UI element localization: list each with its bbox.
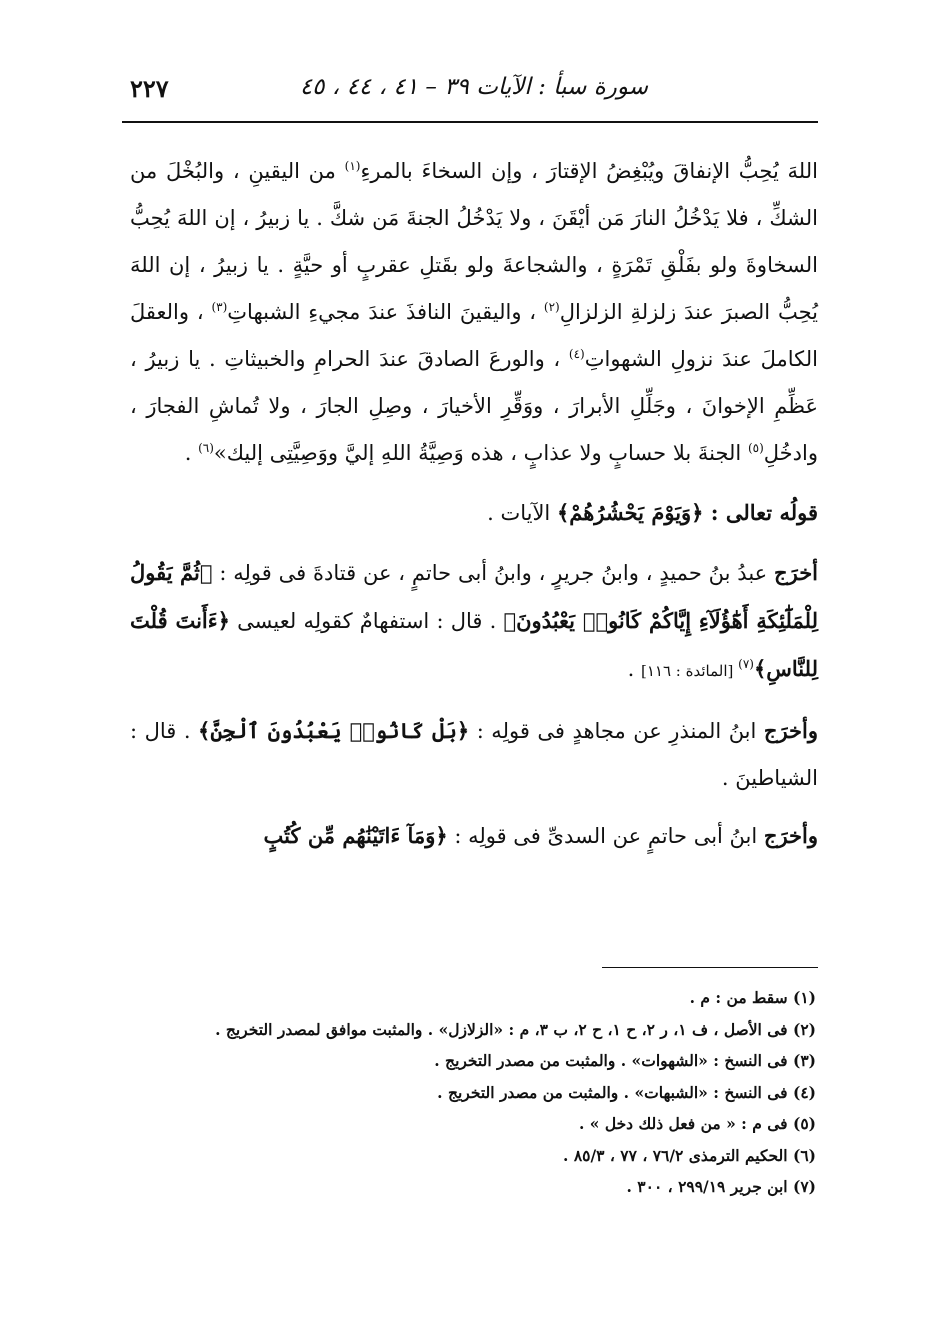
footnote-7: (٧) ابن جرير ٢٩٩/١٩ ، ٣٠٠ . [626,1177,816,1196]
footnote-ref: (٢) [543,300,560,314]
page-number: ٢٢٧ [130,74,169,103]
heading-label: قولُه تعالى : [703,500,818,525]
header-rule [122,121,818,123]
quran-verse: ﴿بَلْ كَانُوا۟ يَعْبُدُونَ ٱلْجِنَّ﴾ [198,718,470,743]
footnote-4: (٤) فى النسخ : «الشبهات» . والمثبت من مصدر التخريج . [437,1082,816,1102]
footnote-rule [602,967,818,968]
quran-verse: ﴿وَمَآ ءَاتَيْنَٰهُم مِّن كُتُبٍ [263,823,448,848]
running-title: سورة سبأ : الآيات ٣٩ – ٤١ ، ٤٤ ، ٤٥ [299,74,648,100]
section-heading: قولُه تعالى : ﴿وَيَوْمَ يَحْشُرُهُمْ﴾ الآيات . [487,500,818,525]
quran-verse: ﴿ءَأَنتَ قُلْتَ لِلنَّاسِ﴾ [130,608,818,681]
verse-reference: [المائدة : ١١٦] [641,662,739,680]
footnote-ref: (١) [344,159,361,173]
paragraph-suddi: وأخرَج ابنُ أبى حاتمٍ عن السدىِّ فى قولِه : ﴿وَمَآ ءَاتَيْنَٰهُم مِّن كُتُبٍ [263,823,818,848]
paragraph-hadith: اللهَ يُحِبُّ الإنفاقَ ويُبْغِضُ الإقتارَ ، وإن السخاءَ بالمرءِ$^{(١)}$ من اليقينِ ، والبُخْلَ من الشكِّ ، فلا يَدْخُلُ النارَ مَن أيْقَنَ ، ولا يَدْخُلُ الجنةَ مَن شكَّ . يا زبيرُ ، إن اللهَ يُحِبُّ السخاوةَ ولو بفَلْقِ تَمْرَةٍ ، والشجاعةَ ولو بقَتلِ عقربٍ أو حيَّةٍ . يا زبيرُ ، إن اللهَ يُحِبُّ الصبرَ عندَ زلزلةِ الزلزالِ$^{(٢)}$ ، واليقينَ النافذَ عندَ مجيءِ الشبهاتِ$^{(٣)}$ ، والعقلَ الكاملَ عندَ نزولِ الشهواتِ$^{(٤)}$ ، والورعَ الصادقَ عندَ الحرامِ والخبيثاتِ . يا زبيرُ ، عَظِّمِ الإخوانَ ، وجَلِّلِ الأبرارَ ، ووَقِّرِ الأخيارَ ، وصِلِ الجارَ ، ولا تُماشِ الفجارَ ، وادخُلِ$^{(٥)}$ الجنةَ بلا حسابٍ ولا عذابٍ ، هذه وَصِيَّةُ اللهِ إليَّ ووَصِيَّتِى إليك»$^{(٦)}$ . [130,159,818,465]
footnote-ref: (٧) [738,657,754,671]
footnote-3: (٣) فى النسخ : «الشهوات» . والمثبت من مصدر التخريج . [434,1051,816,1070]
page-header [122,70,818,110]
footnote-ref: (٥) [747,441,764,455]
footnote-ref: (٤) [568,347,585,361]
footnote-ref: (٦) [198,441,214,455]
footnote-2: (٢) فى الأصل ، ف ١، ر ٢، ح ١، ح ٢، ب ٣، م : «الزلازل» . والمثبت موافق لمصدر التخريج . [215,1019,816,1039]
paragraph-qatada: أخرَج عبدُ بنُ حميدٍ ، وابنُ جريرٍ ، وابنُ أبى حاتمٍ ، عن قتادةَ فى قولِه : ﴿ثُمَّ يَقُولُ لِلْمَلَٰٓئِكَةِ أَهَٰٓؤُلَآءِ إِيَّاكُمْ كَانُوا۟ يَعْبُدُونَ﴾ . قال : استفهامٌ كقولِه لعيسى ﴿ءَأَنتَ قُلْتَ لِلنَّاسِ﴾$^{(٧)}$ [المائدة : ١١٦] . [130,560,819,681]
paragraph-mujahid: وأخرَج ابنُ المنذرِ عن مجاهدٍ فى قولِه : ﴿بَلْ كَانُوا۟ يَعْبُدُونَ ٱلْجِنَّ﴾ . قال : الشياطينَ . [130,718,818,790]
footnotes [122,982,816,1203]
main-text [130,148,818,860]
footnote-ref: (٣) [211,300,228,314]
footnote-6: (٦) الحكيم الترمذى ٧٦/٢ ، ٧٧ ، ٨٥/٣ . [563,1145,816,1165]
quran-verse: ﴿وَيَوْمَ يَحْشُرُهُمْ﴾ [556,500,704,525]
quran-verse: ﴿ثُمَّ يَقُولُ لِلْمَلَٰٓئِكَةِ أَهَٰٓؤُلَآءِ إِيَّاكُمْ كَانُوا۟ يَعْبُدُونَ﴾ [130,560,818,633]
footnote-1: (١) سقط من : م . [689,988,816,1007]
footnote-5: (٥) فى م : « من فعل ذلك دخل » . [578,1114,816,1133]
